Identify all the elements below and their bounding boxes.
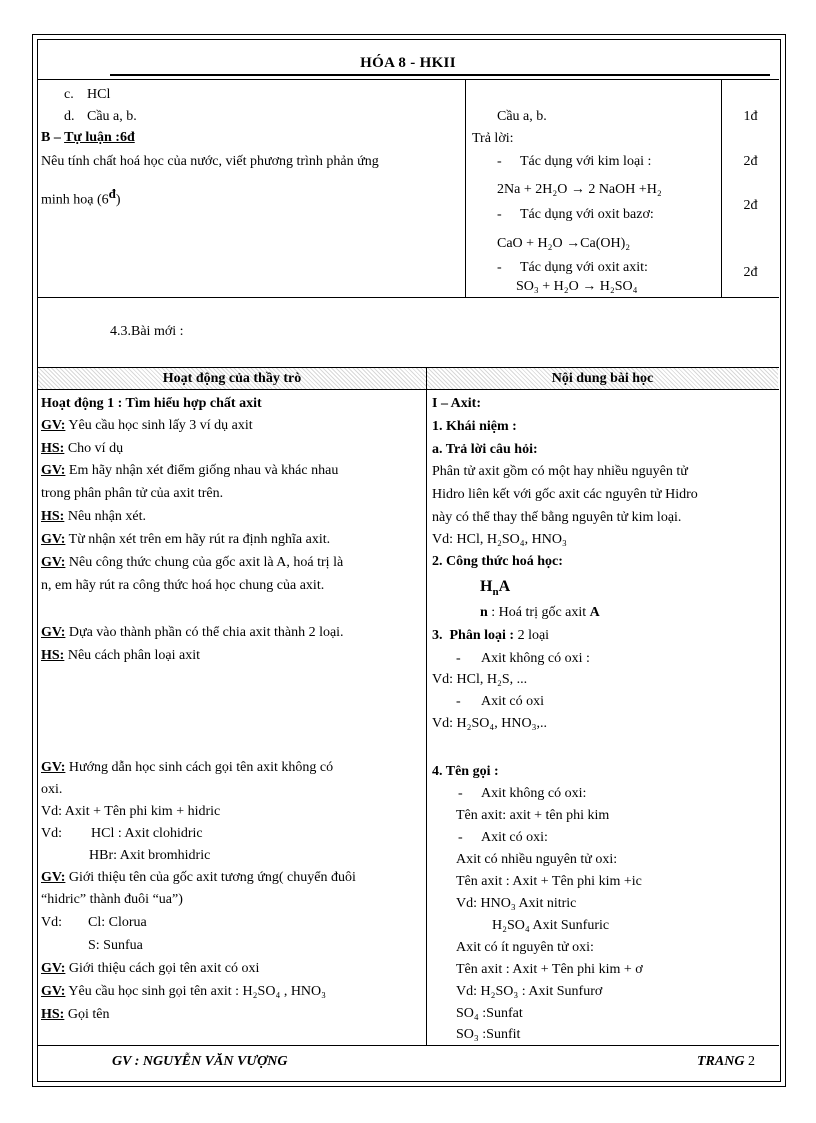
col1-header: Hoạt động của thầy trò bbox=[38, 368, 426, 389]
formula-note bbox=[480, 604, 600, 621]
left-row-18 bbox=[41, 1006, 109, 1023]
question-line-1: Nêu tính chất hoá học của nước, viết phương trình phản ứng bbox=[41, 154, 379, 169]
naming-no-oxy: Axit không có oxi: bbox=[481, 786, 587, 801]
left-row-11-label: Vd: bbox=[41, 826, 62, 841]
left-row-2 bbox=[41, 440, 123, 457]
class-num: 3. bbox=[432, 628, 443, 643]
left-text-6a: Nêu công thức chung của gốc axit là A, hoá trị là bbox=[68, 555, 344, 570]
concept-heading: 1. Khái niệm : bbox=[432, 419, 517, 434]
left-text-17: Yêu cầu học sinh gọi tên axit : H₂SO₄ , HNO₃ bbox=[68, 984, 327, 999]
left-text-18: Gọi tên bbox=[67, 1007, 110, 1022]
left-row-17 bbox=[41, 983, 326, 1000]
footer-page-number: 2 bbox=[747, 1054, 755, 1069]
left-text-4: Nêu nhận xét. bbox=[67, 509, 146, 524]
left-row-6b: n, em hãy rút ra công thức hoá học chung của axit. bbox=[41, 578, 325, 593]
section-b-prefix: B – bbox=[41, 130, 65, 145]
no-oxy-label: Axit không có oxi : bbox=[481, 651, 590, 666]
classification-heading bbox=[432, 627, 549, 644]
hs-label: HS: bbox=[41, 441, 65, 456]
many-oxy-example-1: Vd: HNO₃ Axit nitric bbox=[456, 896, 577, 911]
vd-label: Vd: bbox=[41, 804, 62, 819]
dash-3: - bbox=[458, 786, 463, 801]
answer-heading: a. Trả lời câu hỏi: bbox=[432, 442, 538, 457]
left-text-7: Dựa vào thành phần có thể chia axit thành 2 loại. bbox=[68, 625, 344, 640]
option-c-text: HCl bbox=[87, 87, 111, 102]
left-text-2: Cho ví dụ bbox=[67, 441, 124, 456]
naming-heading: 4. Tên gọi : bbox=[432, 764, 499, 779]
dash-1: - bbox=[456, 651, 461, 666]
table-col-divider bbox=[426, 367, 427, 1045]
left-row-12: HBr: Axit bromhidric bbox=[89, 848, 211, 863]
left-row-3 bbox=[41, 462, 338, 479]
left-text-5: Từ nhận xét trên em hãy rút ra định nghĩa axit. bbox=[68, 532, 331, 547]
section-b-heading bbox=[41, 129, 135, 146]
left-text-13a: Giới thiệu tên của gốc axit tương ứng( chuyển đuôi bbox=[68, 870, 356, 885]
footer-page-label: TRANG bbox=[697, 1054, 745, 1069]
naming-oxy: Axit có oxi: bbox=[481, 830, 548, 845]
option-d-text: Cầu a, b. bbox=[87, 109, 137, 124]
definition-line-3: này có thể thay thế bằng nguyên tử kim loại. bbox=[432, 510, 682, 525]
left-row-4 bbox=[41, 508, 146, 525]
few-oxy-example: Vd: H₂SO₃ : Axit Sunfurơ bbox=[456, 984, 603, 999]
gv-label: GV: bbox=[41, 984, 66, 999]
gv-label: GV: bbox=[41, 625, 66, 640]
left-row-13b: “hidric” thành đuôi “ua”) bbox=[41, 892, 183, 907]
left-row-9b: oxi. bbox=[41, 782, 63, 797]
note-n: n bbox=[480, 605, 488, 620]
gv-label: GV: bbox=[41, 961, 66, 976]
formula-heading: 2. Công thức hoá học: bbox=[432, 554, 563, 569]
section-b-title: Tự luận :6đ bbox=[64, 130, 135, 145]
dash-2: - bbox=[456, 694, 461, 709]
section-axit: I – Axit: bbox=[432, 396, 481, 411]
oxy-examples: Vd: H₂SO₄, HNO₃,.. bbox=[432, 716, 547, 731]
reply-label: Trả lời: bbox=[472, 131, 514, 146]
score-1: 1đ bbox=[743, 109, 758, 124]
quiz-top-border bbox=[37, 79, 779, 80]
table-bottom-border bbox=[37, 1045, 779, 1046]
question-score-unit: đ bbox=[108, 186, 116, 201]
left-row-6 bbox=[41, 554, 343, 571]
equation-1: 2Na + 2H₂O → 2 NaOH +H₂ bbox=[497, 182, 662, 197]
general-formula bbox=[480, 578, 510, 601]
quiz-bottom-border bbox=[37, 297, 779, 298]
gv-label: GV: bbox=[41, 760, 66, 775]
dash-4: - bbox=[458, 830, 463, 845]
sunfit-line: SO₃ :Sunfit bbox=[456, 1027, 521, 1042]
header-title: HÓA 8 - HKII bbox=[360, 55, 456, 71]
naming-no-oxy-rule: Tên axit: axit + tên phi kim bbox=[456, 808, 610, 823]
item1-bullet: - bbox=[497, 154, 502, 169]
question-line-2 bbox=[41, 185, 121, 209]
item2-text: Tác dụng với oxit bazơ: bbox=[520, 207, 654, 222]
score-3: 2đ bbox=[743, 198, 758, 213]
question-close: ) bbox=[115, 192, 121, 208]
definition-line-2: Hidro liên kết với gốc axit các nguyên tử Hidro bbox=[432, 487, 698, 502]
left-row-15: S: Sunfua bbox=[88, 938, 143, 953]
left-row-8 bbox=[41, 647, 200, 664]
left-row-14: Cl: Clorua bbox=[88, 915, 147, 930]
activity-1-title: Hoạt động 1 : Tìm hiểu hợp chất axit bbox=[41, 396, 262, 411]
left-row-16 bbox=[41, 960, 259, 977]
left-row-9 bbox=[41, 759, 333, 776]
formula-a: A bbox=[498, 578, 511, 595]
header-underline bbox=[110, 74, 770, 76]
item2-bullet: - bbox=[497, 207, 502, 222]
footer-page bbox=[697, 1053, 755, 1070]
left-text-3a: Em hãy nhận xét điểm giống nhau và khác nhau bbox=[68, 463, 339, 478]
left-text-8: Nêu cách phân loại axit bbox=[67, 648, 201, 663]
many-oxy-rule: Tên axit : Axit + Tên phi kim +ic bbox=[456, 874, 642, 889]
class-text: 2 loại bbox=[517, 628, 550, 643]
class-title: Phân loại : bbox=[449, 628, 515, 643]
gv-label: GV: bbox=[41, 418, 66, 433]
few-oxy-rule: Tên axit : Axit + Tên phi kim + ơ bbox=[456, 962, 643, 977]
item3-bullet: - bbox=[497, 260, 502, 275]
gv-label: GV: bbox=[41, 463, 66, 478]
left-text-9a: Hướng dẫn học sinh cách gọi tên axit không có bbox=[68, 760, 334, 775]
oxy-label: Axit có oxi bbox=[481, 694, 544, 709]
score-4: 2đ bbox=[743, 265, 758, 280]
gv-label: GV: bbox=[41, 870, 66, 885]
left-row-10 bbox=[41, 803, 220, 820]
left-row-14-label: Vd: bbox=[41, 915, 62, 930]
equation-2: CaO + H₂O →Ca(OH)₂ bbox=[497, 236, 631, 251]
examples-line: Vd: HCl, H₂SO₄, HNO₃ bbox=[432, 532, 567, 547]
left-row-11: HCl : Axit clohidric bbox=[91, 826, 203, 841]
option-d-label: d. bbox=[64, 109, 75, 124]
option-c-label: c. bbox=[64, 87, 74, 102]
score-2: 2đ bbox=[743, 154, 758, 169]
left-row-1 bbox=[41, 417, 253, 434]
no-oxy-examples: Vd: HCl, H₂S, ... bbox=[432, 672, 528, 687]
definition-line-1: Phân tử axit gồm có một hay nhiều nguyên tử bbox=[432, 464, 688, 479]
item1-text: Tác dụng với kim loại : bbox=[520, 154, 652, 169]
item3-text: Tác dụng với oxit axit: bbox=[520, 260, 648, 275]
many-oxy-example-2: H₂SO₄ Axit Sunfuric bbox=[492, 918, 610, 933]
footer-teacher: GV : NGUYỄN VĂN VƯỢNG bbox=[112, 1054, 288, 1069]
gv-label: GV: bbox=[41, 532, 66, 547]
answer-d: Cầu a, b. bbox=[497, 109, 547, 124]
hs-label: HS: bbox=[41, 1007, 65, 1022]
hs-label: HS: bbox=[41, 509, 65, 524]
left-text-1: Yêu cầu học sinh lấy 3 ví dụ axit bbox=[68, 418, 253, 433]
left-row-3b: trong phân phân tử của axit trên. bbox=[41, 486, 224, 501]
formula-h: H bbox=[480, 578, 493, 595]
sunfat-line: SO₄ :Sunfat bbox=[456, 1006, 523, 1021]
new-lesson-label: 4.3.Bài mới : bbox=[110, 324, 184, 339]
col2-header: Nội dung bài học bbox=[427, 368, 778, 389]
quiz-col-divider-1 bbox=[465, 79, 466, 297]
left-text-10: Axit + Tên phi kim + hidric bbox=[64, 804, 221, 819]
table-header-border bbox=[37, 389, 779, 390]
few-oxy-heading: Axit có ít nguyên tử oxi: bbox=[456, 940, 594, 955]
left-row-7 bbox=[41, 624, 344, 641]
many-oxy-heading: Axit có nhiều nguyên tử oxi: bbox=[456, 852, 618, 867]
left-row-5 bbox=[41, 531, 330, 548]
note-a: A bbox=[589, 605, 600, 620]
equation-3: SO₃ + H₂O → H₂SO₄ bbox=[516, 279, 638, 294]
question-line-2-text: minh hoạ (6 bbox=[41, 192, 109, 208]
formula-n: n bbox=[492, 586, 499, 599]
left-row-13 bbox=[41, 869, 356, 886]
hs-label: HS: bbox=[41, 648, 65, 663]
note-text: : Hoá trị gốc axit bbox=[491, 605, 587, 620]
left-text-16: Giới thiệu cách gọi tên axit có oxi bbox=[68, 961, 260, 976]
gv-label: GV: bbox=[41, 555, 66, 570]
